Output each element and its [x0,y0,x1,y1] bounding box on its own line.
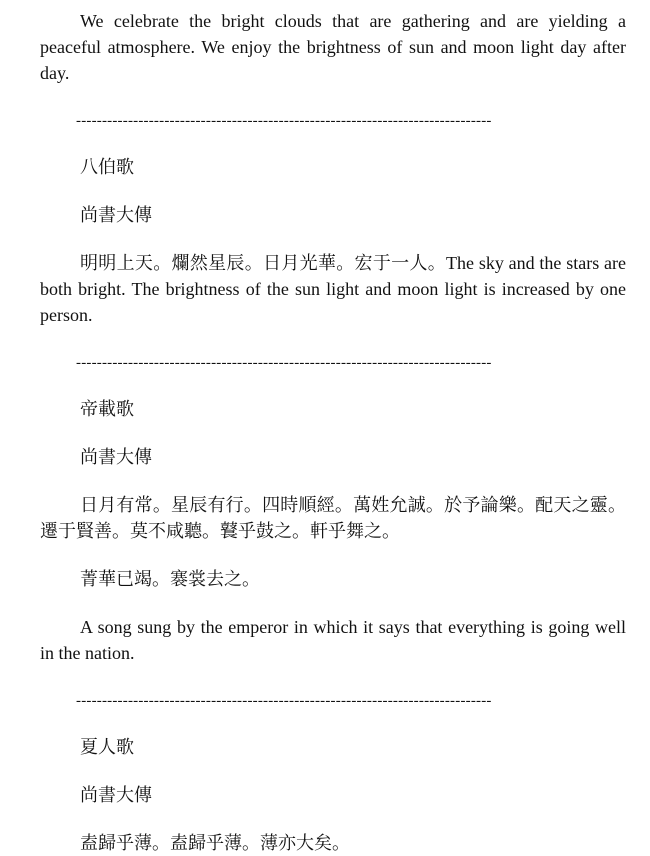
song-source: 尚書大傳 [80,205,152,225]
song-title: 八伯歌 [80,157,134,177]
section-divider: -------------------------------------------------------------------------------- [76,113,492,129]
song-text: 日月有常。星辰有行。四時順經。萬姓允誠。於予論樂。配天之靈。遷于賢善。莫不咸聽。鼚乎鼓之。軒乎舞之。 [40,495,626,541]
document-page [40,8,626,856]
song-text: 明明上天。爛然星辰。日月光華。宏于一人。The sky and the stars are both bright. The brightness of the sun light and moon light is increased by one person. [40,253,626,325]
section-divider: -------------------------------------------------------------------------------- [76,355,492,371]
song-source: 尚書大傳 [80,447,152,467]
song-title: 夏人歌 [80,737,134,757]
intro-paragraph: We celebrate the bright clouds that are gathering and are yielding a peaceful atmosphere. We enjoy the brightness of sun and moon light day after day. [40,11,626,83]
section-divider: -------------------------------------------------------------------------------- [76,693,492,709]
song-text: 菁華已竭。褰裳去之。 [80,569,260,589]
song-text: 盍歸乎薄。盍歸乎薄。薄亦大矣。 [80,833,350,853]
song-source: 尚書大傳 [80,785,152,805]
song-title: 帝載歌 [80,399,134,419]
translation-paragraph: A song sung by the emperor in which it says that everything is going well in the nation. [40,617,626,663]
